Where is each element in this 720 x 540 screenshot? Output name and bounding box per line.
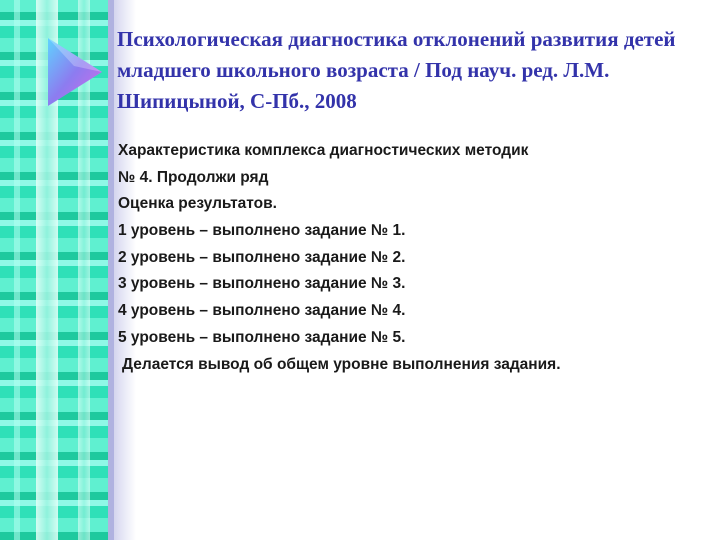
body-line: 3 уровень – выполнено задание № 3. bbox=[118, 275, 406, 293]
body-line: 1 уровень – выполнено задание № 1. bbox=[118, 222, 406, 240]
body-line: Характеристика комплекса диагностических методик bbox=[118, 142, 529, 159]
body-line: № 4. Продолжи ряд bbox=[118, 168, 269, 186]
body-line: 4 уровень – выполнено задание № 4. bbox=[118, 302, 406, 320]
slide-title: Психологическая диагностика отклонений развития детей младшего школьного возраста / Под науч. ред. Л.М. Шипицыной, С-Пб., 2008 bbox=[117, 27, 676, 113]
triangle-arrow-icon bbox=[44, 36, 106, 108]
body-line: 5 уровень – выполнено задание № 5. bbox=[118, 328, 406, 346]
body-line: Делается вывод об общем уровне выполнения задания. bbox=[122, 355, 561, 373]
body-line: Оценка результатов. bbox=[118, 195, 277, 213]
body-line: 2 уровень – выполнено задание № 2. bbox=[118, 248, 406, 266]
slide-body bbox=[118, 138, 708, 378]
